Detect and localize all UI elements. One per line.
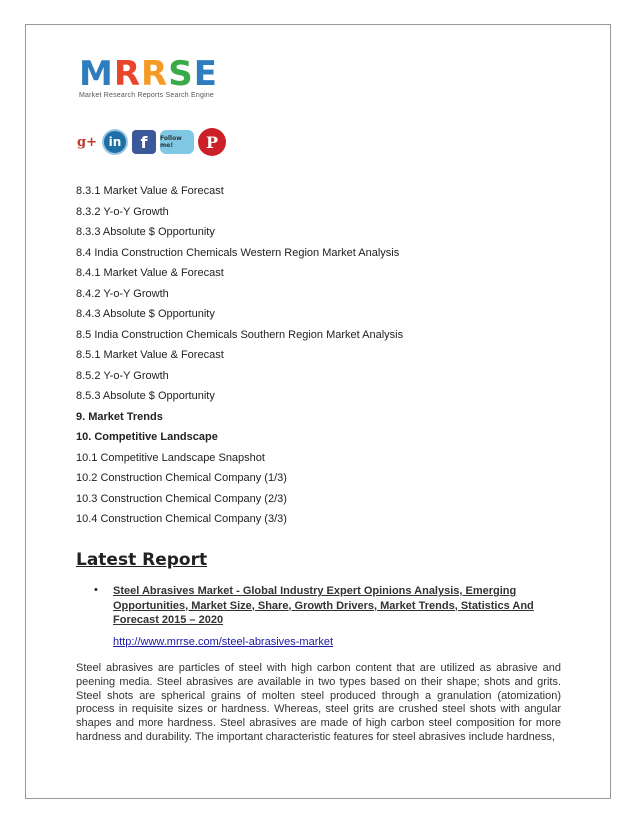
toc-item: 8.5.2 Y-o-Y Growth bbox=[76, 369, 169, 382]
mrrse-logo[interactable] bbox=[79, 56, 218, 99]
toc-item: 8.3.2 Y-o-Y Growth bbox=[76, 205, 169, 218]
facebook-icon[interactable]: f bbox=[132, 130, 156, 154]
pinterest-icon[interactable]: P bbox=[198, 128, 226, 156]
toc-item: 8.4.3 Absolute $ Opportunity bbox=[76, 308, 215, 320]
toc-item: 8.5.1 Market Value & Forecast bbox=[76, 349, 224, 361]
toc-item: 10.2 Construction Chemical Company (1/3) bbox=[76, 472, 287, 484]
logo-letter-5: E bbox=[193, 54, 218, 94]
report-title-link[interactable]: Steel Abrasives Market - Global Industry Expert Opinions Analysis, Emerging Opportunities, Market Size, Share, Growth Drivers, Market Trends, Statistics And Forecast 2015 – 2020 bbox=[113, 585, 534, 626]
linkedin-icon[interactable]: in bbox=[102, 129, 128, 155]
toc-item: 8.5.3 Absolute $ Opportunity bbox=[76, 390, 215, 402]
logo-letter-4: S bbox=[168, 54, 194, 94]
social-links bbox=[76, 128, 226, 156]
toc-item: 8.4.2 Y-o-Y Growth bbox=[76, 287, 169, 300]
toc-item: 10. Competitive Landscape bbox=[76, 431, 218, 443]
toc-item: 9. Market Trends bbox=[76, 410, 163, 423]
google-plus-icon[interactable]: g+ bbox=[77, 134, 97, 150]
bullet-marker: • bbox=[94, 584, 98, 596]
latest-report-heading: Latest Report bbox=[76, 550, 208, 570]
toc-item: 8.3.3 Absolute $ Opportunity bbox=[76, 226, 215, 238]
toc-item: 8.5 India Construction Chemicals Southern Region Market Analysis bbox=[76, 328, 404, 341]
toc-item: 8.4.1 Market Value & Forecast bbox=[76, 267, 224, 279]
toc-item: 10.4 Construction Chemical Company (3/3) bbox=[76, 513, 287, 525]
toc-item: 8.4 India Construction Chemicals Western Region Market Analysis bbox=[76, 246, 400, 259]
logo-letter-1: M bbox=[79, 54, 114, 94]
report-url-link[interactable]: http://www.mrrse.com/steel-abrasives-market bbox=[113, 635, 334, 648]
logo-tagline: Market Research Reports Search Engine bbox=[79, 92, 215, 99]
toc-item: 8.3.1 Market Value & Forecast bbox=[76, 185, 224, 197]
latest-report-item bbox=[94, 584, 567, 648]
table-of-contents bbox=[76, 181, 403, 530]
toc-item: 10.1 Competitive Landscape Snapshot bbox=[76, 451, 265, 464]
logo-wordmark bbox=[79, 56, 218, 92]
toc-item: 10.3 Construction Chemical Company (2/3) bbox=[76, 492, 287, 505]
logo-letter-3: R bbox=[141, 54, 169, 94]
logo-letter-2: R bbox=[113, 54, 142, 94]
twitter-icon[interactable]: Follow me! bbox=[160, 130, 194, 154]
report-description: Steel abrasives are particles of steel with high carbon content that are utilized as abrasive and peening media. Steel abrasives are available in two types based on their shape; shots and grits. Steel shots are spherical grains of molten steel produced through a granulation (atomization) process in requisite sizes or hardness. Whereas, steel grits are crushed steel shots with angular shapes and more hardness. Steel abrasives are made of high carbon steel composition for more hardness and durability. The important characteristic features for steel abrasives include hardness, bbox=[76, 662, 561, 743]
